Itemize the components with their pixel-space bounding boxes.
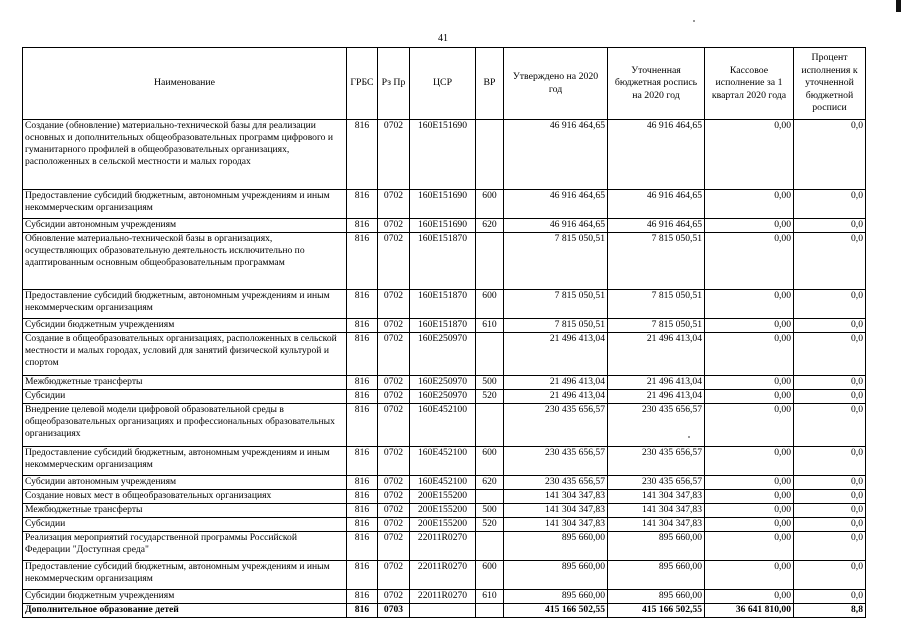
cell-percent: 8,8 <box>794 604 866 618</box>
cell-approved: 46 916 464,65 <box>504 190 608 219</box>
cell-percent: 0,0 <box>794 233 866 290</box>
cell-rzpr: 0702 <box>378 518 410 532</box>
cell-rzpr: 0702 <box>378 333 410 376</box>
cell-percent: 0,0 <box>794 190 866 219</box>
table-row <box>23 476 866 490</box>
cell-grbs: 816 <box>347 476 378 490</box>
cell-refined: 895 660,00 <box>608 590 705 604</box>
cell-rzpr: 0702 <box>378 233 410 290</box>
budget-execution-table <box>22 47 866 618</box>
cell-csr: 160E151870 <box>410 290 476 319</box>
cell-rzpr: 0702 <box>378 219 410 233</box>
cell-grbs: 816 <box>347 504 378 518</box>
cell-csr: 200E155200 <box>410 504 476 518</box>
cell-rzpr: 0702 <box>378 190 410 219</box>
cell-grbs: 816 <box>347 319 378 333</box>
cell-cash: 0,00 <box>705 376 794 390</box>
cell-csr: 160E250970 <box>410 390 476 404</box>
cell-refined: 7 815 050,51 <box>608 233 705 290</box>
cell-rzpr: 0702 <box>378 590 410 604</box>
table-row <box>23 447 866 476</box>
cell-approved: 895 660,00 <box>504 532 608 561</box>
cell-approved: 21 496 413,04 <box>504 376 608 390</box>
cell-refined: 230 435 656,57 <box>608 447 705 476</box>
table-row <box>23 120 866 190</box>
cell-refined: 895 660,00 <box>608 532 705 561</box>
cell-csr: 160E250970 <box>410 376 476 390</box>
cell-grbs: 816 <box>347 120 378 190</box>
cell-cash: 0,00 <box>705 120 794 190</box>
cell-csr: 160E151690 <box>410 219 476 233</box>
table-row <box>23 290 866 319</box>
table-row <box>23 233 866 290</box>
cell-refined: 7 815 050,51 <box>608 290 705 319</box>
cell-name: Создание (обновление) материально-технической базы для реализации основных и дополнительных общеобразовательных программ цифрового и гуманитарного профилей в общеобразовательных организациях, расположенных в сельской местности и малых городах <box>23 120 347 190</box>
cell-percent: 0,0 <box>794 490 866 504</box>
table-row <box>23 532 866 561</box>
cell-name: Предоставление субсидий бюджетным, автономным учреждениям и иным некоммерческим организациям <box>23 290 347 319</box>
table-header-row <box>23 48 866 120</box>
cell-name: Обновление материально-технической базы в организациях, осуществляющих образовательную деятельность исключительно по адаптированным основным общеобразовательным программам <box>23 233 347 290</box>
table-row <box>23 190 866 219</box>
cell-cash: 0,00 <box>705 490 794 504</box>
table-row <box>23 219 866 233</box>
cell-name: Субсидии <box>23 390 347 404</box>
cell-percent: 0,0 <box>794 333 866 376</box>
cell-approved: 46 916 464,65 <box>504 219 608 233</box>
cell-grbs: 816 <box>347 376 378 390</box>
cell-cash: 0,00 <box>705 476 794 490</box>
cell-approved: 7 815 050,51 <box>504 290 608 319</box>
header-grbs: ГРБС <box>347 48 378 120</box>
cell-cash: 0,00 <box>705 447 794 476</box>
cell-grbs: 816 <box>347 219 378 233</box>
cell-vr <box>476 404 504 447</box>
cell-cash: 0,00 <box>705 532 794 561</box>
table-row <box>23 604 866 618</box>
cell-csr: 160E250970 <box>410 333 476 376</box>
cell-grbs: 816 <box>347 190 378 219</box>
cell-percent: 0,0 <box>794 376 866 390</box>
cell-grbs: 816 <box>347 390 378 404</box>
cell-refined: 230 435 656,57 <box>608 404 705 447</box>
cell-vr <box>476 120 504 190</box>
cell-vr: 500 <box>476 504 504 518</box>
cell-grbs: 816 <box>347 604 378 618</box>
cell-cash: 0,00 <box>705 190 794 219</box>
cell-grbs: 816 <box>347 290 378 319</box>
cell-refined: 141 304 347,83 <box>608 518 705 532</box>
table-body <box>23 120 866 618</box>
header-csr: ЦСР <box>410 48 476 120</box>
cell-csr: 160E151870 <box>410 319 476 333</box>
cell-vr <box>476 233 504 290</box>
cell-rzpr: 0702 <box>378 561 410 590</box>
cell-name: Создание в общеобразовательных организациях, расположенных в сельской местности и малых городах, условий для занятий физической культурой и спортом <box>23 333 347 376</box>
cell-name: Субсидии <box>23 518 347 532</box>
cell-approved: 895 660,00 <box>504 561 608 590</box>
cell-percent: 0,0 <box>794 219 866 233</box>
cell-vr: 600 <box>476 190 504 219</box>
cell-vr <box>476 604 504 618</box>
scan-speck <box>693 20 695 22</box>
cell-cash: 0,00 <box>705 404 794 447</box>
cell-approved: 46 916 464,65 <box>504 120 608 190</box>
header-name: Наименование <box>23 48 347 120</box>
table-row <box>23 490 866 504</box>
cell-cash: 0,00 <box>705 590 794 604</box>
cell-name: Дополнительное образование детей <box>23 604 347 618</box>
cell-cash: 0,00 <box>705 319 794 333</box>
cell-refined: 895 660,00 <box>608 561 705 590</box>
table-row <box>23 518 866 532</box>
cell-percent: 0,0 <box>794 290 866 319</box>
cell-refined: 141 304 347,83 <box>608 504 705 518</box>
cell-name: Межбюджетные трансферты <box>23 376 347 390</box>
table-row <box>23 319 866 333</box>
cell-percent: 0,0 <box>794 404 866 447</box>
cell-grbs: 816 <box>347 518 378 532</box>
cell-rzpr: 0702 <box>378 532 410 561</box>
table-row <box>23 376 866 390</box>
cell-rzpr: 0702 <box>378 319 410 333</box>
cell-name: Предоставление субсидий бюджетным, автономным учреждениям и иным некоммерческим организациям <box>23 561 347 590</box>
cell-rzpr: 0702 <box>378 390 410 404</box>
header-vr: ВР <box>476 48 504 120</box>
cell-rzpr: 0702 <box>378 120 410 190</box>
cell-vr: 520 <box>476 518 504 532</box>
cell-grbs: 816 <box>347 233 378 290</box>
cell-rzpr: 0702 <box>378 490 410 504</box>
cell-percent: 0,0 <box>794 590 866 604</box>
cell-name: Реализация мероприятий государственной программы Российской Федерации "Доступная среда" <box>23 532 347 561</box>
cell-grbs: 816 <box>347 404 378 447</box>
cell-vr: 620 <box>476 219 504 233</box>
cell-csr: 200E155200 <box>410 518 476 532</box>
cell-grbs: 816 <box>347 447 378 476</box>
cell-csr: 22011R0270 <box>410 590 476 604</box>
cell-grbs: 816 <box>347 490 378 504</box>
cell-approved: 415 166 502,55 <box>504 604 608 618</box>
header-cash: Кассовое исполнение за 1 квартал 2020 года <box>705 48 794 120</box>
header-approved: Утверждено на 2020 год <box>504 48 608 120</box>
header-percent: Процент исполнения к уточненной бюджетной росписи <box>794 48 866 120</box>
cell-cash: 0,00 <box>705 219 794 233</box>
table-row <box>23 590 866 604</box>
cell-percent: 0,0 <box>794 447 866 476</box>
cell-rzpr: 0702 <box>378 447 410 476</box>
cell-name: Межбюджетные трансферты <box>23 504 347 518</box>
cell-name: Субсидии автономным учреждениям <box>23 476 347 490</box>
cell-rzpr: 0702 <box>378 290 410 319</box>
cell-rzpr: 0702 <box>378 476 410 490</box>
cell-approved: 895 660,00 <box>504 590 608 604</box>
cell-approved: 141 304 347,83 <box>504 518 608 532</box>
cell-cash: 36 641 810,00 <box>705 604 794 618</box>
cell-csr: 200E155200 <box>410 490 476 504</box>
cell-approved: 141 304 347,83 <box>504 504 608 518</box>
cell-vr: 520 <box>476 390 504 404</box>
cell-vr: 500 <box>476 376 504 390</box>
cell-rzpr: 0702 <box>378 404 410 447</box>
cell-csr: 160E452100 <box>410 447 476 476</box>
cell-vr: 600 <box>476 561 504 590</box>
cell-percent: 0,0 <box>794 476 866 490</box>
cell-percent: 0,0 <box>794 319 866 333</box>
cell-name: Предоставление субсидий бюджетным, автономным учреждениям и иным некоммерческим организациям <box>23 447 347 476</box>
cell-name: Субсидии бюджетным учреждениям <box>23 590 347 604</box>
cell-refined: 230 435 656,57 <box>608 476 705 490</box>
cell-name: Внедрение целевой модели цифровой образовательной среды в общеобразовательных организациях и профессиональных образовательных организациях <box>23 404 347 447</box>
cell-refined: 46 916 464,65 <box>608 120 705 190</box>
cell-approved: 7 815 050,51 <box>504 319 608 333</box>
page-number: 41 <box>438 33 448 44</box>
cell-percent: 0,0 <box>794 504 866 518</box>
cell-vr <box>476 532 504 561</box>
cell-vr: 610 <box>476 590 504 604</box>
cell-name: Создание новых мест в общеобразовательных организациях <box>23 490 347 504</box>
cell-vr <box>476 333 504 376</box>
cell-cash: 0,00 <box>705 290 794 319</box>
cell-vr: 600 <box>476 447 504 476</box>
cell-refined: 46 916 464,65 <box>608 190 705 219</box>
header-refined: Уточненная бюджетная роспись на 2020 год <box>608 48 705 120</box>
table-row <box>23 333 866 376</box>
cell-cash: 0,00 <box>705 504 794 518</box>
cell-rzpr: 0702 <box>378 376 410 390</box>
table-row <box>23 404 866 447</box>
cell-approved: 21 496 413,04 <box>504 390 608 404</box>
cell-csr: 160E452100 <box>410 404 476 447</box>
scan-edge-mark <box>896 0 901 12</box>
cell-name: Субсидии бюджетным учреждениям <box>23 319 347 333</box>
cell-cash: 0,00 <box>705 390 794 404</box>
cell-percent: 0,0 <box>794 561 866 590</box>
cell-grbs: 816 <box>347 561 378 590</box>
cell-approved: 230 435 656,57 <box>504 447 608 476</box>
cell-refined: 141 304 347,83 <box>608 490 705 504</box>
cell-csr: 22011R0270 <box>410 561 476 590</box>
cell-refined: 7 815 050,51 <box>608 319 705 333</box>
cell-refined: 21 496 413,04 <box>608 390 705 404</box>
cell-grbs: 816 <box>347 333 378 376</box>
cell-cash: 0,00 <box>705 518 794 532</box>
cell-grbs: 816 <box>347 590 378 604</box>
cell-csr <box>410 604 476 618</box>
cell-cash: 0,00 <box>705 333 794 376</box>
table-row <box>23 390 866 404</box>
cell-rzpr: 0703 <box>378 604 410 618</box>
cell-approved: 230 435 656,57 <box>504 476 608 490</box>
cell-approved: 141 304 347,83 <box>504 490 608 504</box>
cell-refined: 46 916 464,65 <box>608 219 705 233</box>
cell-vr: 620 <box>476 476 504 490</box>
cell-csr: 22011R0270 <box>410 532 476 561</box>
cell-csr: 160E151690 <box>410 120 476 190</box>
cell-cash: 0,00 <box>705 561 794 590</box>
cell-refined: 415 166 502,55 <box>608 604 705 618</box>
cell-grbs: 816 <box>347 532 378 561</box>
header-rzpr: Рз Пр <box>378 48 410 120</box>
cell-csr: 160E151690 <box>410 190 476 219</box>
cell-vr <box>476 490 504 504</box>
cell-csr: 160E151870 <box>410 233 476 290</box>
cell-csr: 160E452100 <box>410 476 476 490</box>
cell-rzpr: 0702 <box>378 504 410 518</box>
cell-name: Субсидии автономным учреждениям <box>23 219 347 233</box>
cell-percent: 0,0 <box>794 532 866 561</box>
cell-approved: 7 815 050,51 <box>504 233 608 290</box>
cell-percent: 0,0 <box>794 120 866 190</box>
cell-percent: 0,0 <box>794 518 866 532</box>
cell-refined: 21 496 413,04 <box>608 333 705 376</box>
cell-refined: 21 496 413,04 <box>608 376 705 390</box>
cell-cash: 0,00 <box>705 233 794 290</box>
table-row <box>23 561 866 590</box>
cell-name: Предоставление субсидий бюджетным, автономным учреждениям и иным некоммерческим организациям <box>23 190 347 219</box>
cell-percent: 0,0 <box>794 390 866 404</box>
cell-vr: 600 <box>476 290 504 319</box>
table-row <box>23 504 866 518</box>
cell-approved: 230 435 656,57 <box>504 404 608 447</box>
cell-vr: 610 <box>476 319 504 333</box>
cell-approved: 21 496 413,04 <box>504 333 608 376</box>
